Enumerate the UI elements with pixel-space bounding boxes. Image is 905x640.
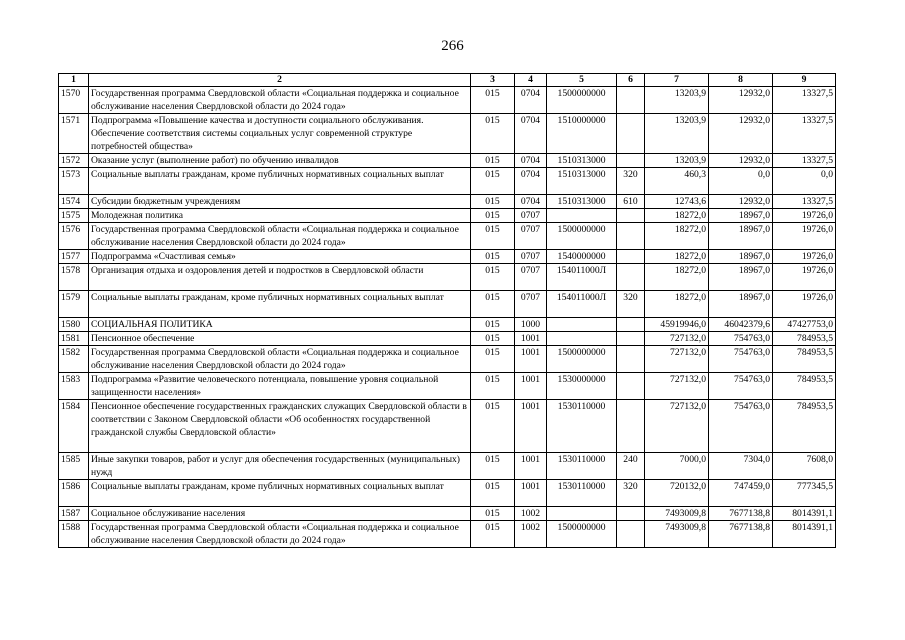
row-description: Пенсионное обеспечение государственных гражданских служащих Свердловской области в соответствии с Законом Свердловской области «Об особенностях государственной гражданской службы Свердловской области» [89,400,471,453]
code-expense-type [617,114,645,154]
code-admin: 015 [471,318,515,332]
table-body [59,87,836,548]
table-row [59,291,836,318]
amount-col-9: 13327,5 [773,154,836,168]
code-expense-type [617,400,645,453]
amount-col-9: 19726,0 [773,291,836,318]
table-row [59,114,836,154]
amount-col-7: 460,3 [645,168,709,195]
code-section: 0704 [515,114,547,154]
code-expense-type: 320 [617,291,645,318]
code-section: 0704 [515,195,547,209]
amount-col-9: 47427753,0 [773,318,836,332]
code-target: 1500000000 [547,346,617,373]
amount-col-9: 19726,0 [773,223,836,250]
code-expense-type [617,209,645,223]
row-description: Государственная программа Свердловской области «Социальная поддержка и социальное обслуживание населения Свердловской области до 2024 года» [89,87,471,114]
row-number: 1573 [59,168,89,195]
code-target: 1530110000 [547,400,617,453]
row-description: Подпрограмма «Счастливая семья» [89,250,471,264]
code-admin: 015 [471,154,515,168]
code-section: 1001 [515,346,547,373]
row-description: Государственная программа Свердловской области «Социальная поддержка и социальное обслуживание населения Свердловской области до 2024 года» [89,346,471,373]
code-section: 1002 [515,521,547,548]
row-description: Государственная программа Свердловской области «Социальная поддержка и социальное обслуживание населения Свердловской области до 2024 года» [89,223,471,250]
amount-col-8: 7677138,8 [709,507,773,521]
code-expense-type [617,154,645,168]
row-description: Пенсионное обеспечение [89,332,471,346]
page-number: 266 [441,38,464,54]
column-header: 3 [471,74,515,87]
table-row [59,480,836,507]
table-row [59,223,836,250]
table-row [59,373,836,400]
row-description: Иные закупки товаров, работ и услуг для обеспечения государственных (муниципальных) нужд [89,453,471,480]
code-expense-type: 320 [617,480,645,507]
amount-col-9: 7608,0 [773,453,836,480]
row-number: 1588 [59,521,89,548]
code-target: 1510313000 [547,154,617,168]
row-number: 1571 [59,114,89,154]
code-expense-type [617,264,645,291]
amount-col-8: 12932,0 [709,87,773,114]
amount-col-8: 747459,0 [709,480,773,507]
code-expense-type: 610 [617,195,645,209]
code-admin: 015 [471,250,515,264]
code-target [547,507,617,521]
amount-col-7: 13203,9 [645,154,709,168]
code-expense-type: 320 [617,168,645,195]
row-number: 1587 [59,507,89,521]
code-section: 1002 [515,507,547,521]
amount-col-8: 12932,0 [709,154,773,168]
amount-col-7: 727132,0 [645,346,709,373]
amount-col-8: 18967,0 [709,264,773,291]
row-description: Подпрограмма «Развитие человеческого потенциала, повышение уровня социальной защищенности населения» [89,373,471,400]
code-section: 0707 [515,264,547,291]
column-header: 8 [709,74,773,87]
code-admin: 015 [471,373,515,400]
amount-col-7: 720132,0 [645,480,709,507]
row-number: 1579 [59,291,89,318]
code-section: 1000 [515,318,547,332]
code-target: 1530000000 [547,373,617,400]
amount-col-9: 13327,5 [773,114,836,154]
amount-col-8: 12932,0 [709,195,773,209]
code-section: 1001 [515,332,547,346]
amount-col-7: 727132,0 [645,373,709,400]
table-row [59,250,836,264]
table-row [59,400,836,453]
amount-col-7: 13203,9 [645,87,709,114]
amount-col-8: 12932,0 [709,114,773,154]
amount-col-7: 727132,0 [645,400,709,453]
row-number: 1570 [59,87,89,114]
amount-col-9: 19726,0 [773,264,836,291]
code-admin: 015 [471,168,515,195]
amount-col-7: 18272,0 [645,250,709,264]
amount-col-8: 18967,0 [709,223,773,250]
column-header: 1 [59,74,89,87]
amount-col-8: 18967,0 [709,250,773,264]
amount-col-8: 754763,0 [709,373,773,400]
amount-col-7: 18272,0 [645,264,709,291]
table-row [59,318,836,332]
code-expense-type [617,507,645,521]
code-admin: 015 [471,291,515,318]
amount-col-9: 19726,0 [773,250,836,264]
code-expense-type [617,250,645,264]
amount-col-9: 784953,5 [773,332,836,346]
code-expense-type [617,346,645,373]
code-section: 1001 [515,453,547,480]
amount-col-7: 7493009,8 [645,521,709,548]
amount-col-9: 784953,5 [773,346,836,373]
code-admin: 015 [471,346,515,373]
column-header: 5 [547,74,617,87]
code-target: 1500000000 [547,521,617,548]
code-admin: 015 [471,521,515,548]
code-admin: 015 [471,332,515,346]
row-number: 1583 [59,373,89,400]
code-target: 1530110000 [547,453,617,480]
amount-col-9: 784953,5 [773,400,836,453]
table-row [59,346,836,373]
row-number: 1581 [59,332,89,346]
row-number: 1578 [59,264,89,291]
code-section: 1001 [515,373,547,400]
code-expense-type [617,87,645,114]
code-expense-type: 240 [617,453,645,480]
row-description: Организация отдыха и оздоровления детей и подростков в Свердловской области [89,264,471,291]
code-section: 1001 [515,480,547,507]
code-target: 1500000000 [547,87,617,114]
row-description: Социальное обслуживание населения [89,507,471,521]
code-target: 1510000000 [547,114,617,154]
row-number: 1577 [59,250,89,264]
amount-col-8: 7304,0 [709,453,773,480]
code-target [547,332,617,346]
row-number: 1574 [59,195,89,209]
table-row [59,507,836,521]
amount-col-8: 754763,0 [709,332,773,346]
amount-col-7: 7000,0 [645,453,709,480]
table-row [59,154,836,168]
amount-col-7: 7493009,8 [645,507,709,521]
column-header: 9 [773,74,836,87]
amount-col-8: 46042379,6 [709,318,773,332]
code-target [547,318,617,332]
code-admin: 015 [471,114,515,154]
row-number: 1586 [59,480,89,507]
code-target: 1500000000 [547,223,617,250]
amount-col-8: 0,0 [709,168,773,195]
code-expense-type [617,223,645,250]
amount-col-7: 12743,6 [645,195,709,209]
row-number: 1585 [59,453,89,480]
amount-col-9: 777345,5 [773,480,836,507]
table-row [59,168,836,195]
table-row [59,209,836,223]
code-expense-type [617,521,645,548]
budget-table [58,73,836,548]
code-target: 154011000Л [547,291,617,318]
row-description: Молодежная политика [89,209,471,223]
code-target: 154011000Л [547,264,617,291]
table-row [59,87,836,114]
table-row [59,264,836,291]
amount-col-8: 754763,0 [709,346,773,373]
code-target: 1540000000 [547,250,617,264]
amount-col-7: 13203,9 [645,114,709,154]
code-target: 1530110000 [547,480,617,507]
amount-col-9: 8014391,1 [773,507,836,521]
amount-col-9: 0,0 [773,168,836,195]
column-header: 4 [515,74,547,87]
row-description: Субсидии бюджетным учреждениям [89,195,471,209]
code-section: 0707 [515,209,547,223]
code-section: 0707 [515,291,547,318]
code-admin: 015 [471,223,515,250]
code-admin: 015 [471,453,515,480]
code-expense-type [617,332,645,346]
row-description: Социальные выплаты гражданам, кроме публичных нормативных социальных выплат [89,291,471,318]
amount-col-7: 18272,0 [645,209,709,223]
code-admin: 015 [471,209,515,223]
amount-col-8: 7677138,8 [709,521,773,548]
table-row [59,453,836,480]
code-section: 0707 [515,250,547,264]
row-description: Подпрограмма «Повышение качества и доступности социального обслуживания. Обеспечение соответствия системы социальных услуг современной структуре потребностей общества» [89,114,471,154]
code-admin: 015 [471,480,515,507]
row-number: 1572 [59,154,89,168]
row-number: 1575 [59,209,89,223]
code-admin: 015 [471,507,515,521]
column-header: 2 [89,74,471,87]
row-description: Социальные выплаты гражданам, кроме публичных нормативных социальных выплат [89,480,471,507]
code-expense-type [617,373,645,400]
code-section: 1001 [515,400,547,453]
code-expense-type [617,318,645,332]
code-admin: 015 [471,400,515,453]
amount-col-9: 784953,5 [773,373,836,400]
row-number: 1580 [59,318,89,332]
row-description: СОЦИАЛЬНАЯ ПОЛИТИКА [89,318,471,332]
row-number: 1584 [59,400,89,453]
amount-col-9: 13327,5 [773,87,836,114]
code-target: 1510313000 [547,195,617,209]
row-description: Оказание услуг (выполнение работ) по обучению инвалидов [89,154,471,168]
amount-col-7: 18272,0 [645,291,709,318]
amount-col-8: 18967,0 [709,291,773,318]
code-section: 0704 [515,154,547,168]
amount-col-7: 18272,0 [645,223,709,250]
code-section: 0707 [515,223,547,250]
code-admin: 015 [471,264,515,291]
amount-col-8: 754763,0 [709,400,773,453]
code-admin: 015 [471,195,515,209]
amount-col-7: 727132,0 [645,332,709,346]
code-admin: 015 [471,87,515,114]
column-header: 7 [645,74,709,87]
amount-col-9: 8014391,1 [773,521,836,548]
row-number: 1576 [59,223,89,250]
row-number: 1582 [59,346,89,373]
table-row [59,521,836,548]
code-section: 0704 [515,168,547,195]
column-header: 6 [617,74,645,87]
table-header-row [59,74,836,87]
amount-col-8: 18967,0 [709,209,773,223]
code-target: 1510313000 [547,168,617,195]
row-description: Государственная программа Свердловской области «Социальная поддержка и социальное обслуживание населения Свердловской области до 2024 года» [89,521,471,548]
amount-col-9: 19726,0 [773,209,836,223]
table-row [59,332,836,346]
code-target [547,209,617,223]
table-row [59,195,836,209]
code-section: 0704 [515,87,547,114]
amount-col-7: 45919946,0 [645,318,709,332]
amount-col-9: 13327,5 [773,195,836,209]
row-description: Социальные выплаты гражданам, кроме публичных нормативных социальных выплат [89,168,471,195]
